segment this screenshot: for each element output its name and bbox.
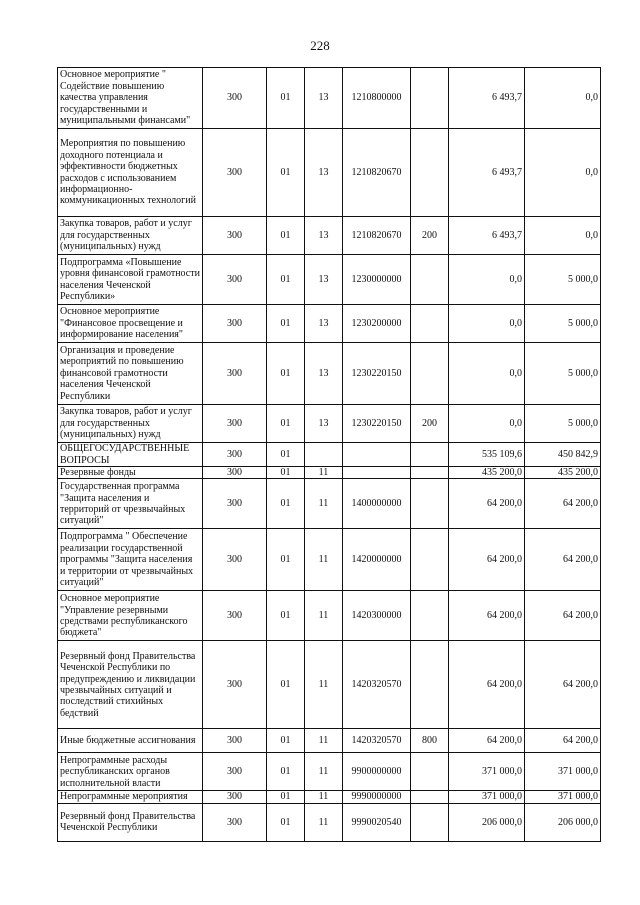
table-row bbox=[58, 443, 601, 467]
row-target-code: 1230220150 bbox=[343, 405, 411, 443]
row-amount-year-2: 0,0 bbox=[525, 68, 601, 129]
row-amount-year-2: 64 200,0 bbox=[525, 641, 601, 729]
row-name: ОБЩЕГОСУДАРСТВЕННЫЕ ВОПРОСЫ bbox=[58, 443, 203, 467]
row-section-code: 01 bbox=[267, 641, 305, 729]
row-section-code: 01 bbox=[267, 129, 305, 217]
row-target-code bbox=[343, 443, 411, 467]
row-amount-year-2: 64 200,0 bbox=[525, 529, 601, 591]
row-expense-kind-code bbox=[411, 255, 449, 305]
row-amount-year-1: 64 200,0 bbox=[449, 641, 525, 729]
row-ministry-code: 300 bbox=[203, 803, 267, 841]
row-amount-year-1: 64 200,0 bbox=[449, 591, 525, 641]
row-section-code: 01 bbox=[267, 305, 305, 343]
row-expense-kind-code bbox=[411, 479, 449, 529]
row-expense-kind-code bbox=[411, 343, 449, 405]
row-expense-kind-code bbox=[411, 305, 449, 343]
row-amount-year-1: 64 200,0 bbox=[449, 529, 525, 591]
row-name: Государственная программа "Защита населения и территорий от чрезвычайных ситуаций" bbox=[58, 479, 203, 529]
row-ministry-code: 300 bbox=[203, 753, 267, 791]
row-target-code: 1210800000 bbox=[343, 68, 411, 129]
row-name: Закупка товаров, работ и услуг для государственных (муниципальных) нужд bbox=[58, 405, 203, 443]
row-ministry-code: 300 bbox=[203, 529, 267, 591]
row-section-code: 01 bbox=[267, 791, 305, 803]
row-section-code: 01 bbox=[267, 255, 305, 305]
table-row bbox=[58, 791, 601, 803]
row-ministry-code: 300 bbox=[203, 479, 267, 529]
row-section-code: 01 bbox=[267, 68, 305, 129]
row-section-code: 01 bbox=[267, 591, 305, 641]
row-amount-year-2: 0,0 bbox=[525, 217, 601, 255]
table-row bbox=[58, 529, 601, 591]
row-amount-year-1: 64 200,0 bbox=[449, 479, 525, 529]
row-name: Подпрограмма " Обеспечение реализации государственной программы "Защита населения и территории от чрезвычайных ситуаций" bbox=[58, 529, 203, 591]
row-amount-year-1: 64 200,0 bbox=[449, 729, 525, 753]
row-amount-year-1: 0,0 bbox=[449, 343, 525, 405]
row-amount-year-1: 0,0 bbox=[449, 255, 525, 305]
row-amount-year-2: 64 200,0 bbox=[525, 479, 601, 529]
row-target-code bbox=[343, 467, 411, 479]
budget-table bbox=[57, 67, 601, 842]
row-target-code: 1210820670 bbox=[343, 217, 411, 255]
row-subsection-code: 11 bbox=[305, 467, 343, 479]
row-amount-year-2: 206 000,0 bbox=[525, 803, 601, 841]
row-section-code: 01 bbox=[267, 443, 305, 467]
row-amount-year-2: 5 000,0 bbox=[525, 405, 601, 443]
table-row bbox=[58, 591, 601, 641]
row-ministry-code: 300 bbox=[203, 68, 267, 129]
row-ministry-code: 300 bbox=[203, 305, 267, 343]
row-name: Резервный фонд Правительства Чеченской Республики по предупреждению и ликвидации чрезвычайных ситуаций и последствий стихийных бедствий bbox=[58, 641, 203, 729]
row-subsection-code: 13 bbox=[305, 217, 343, 255]
row-subsection-code: 11 bbox=[305, 729, 343, 753]
table-row bbox=[58, 729, 601, 753]
row-ministry-code: 300 bbox=[203, 791, 267, 803]
row-amount-year-2: 435 200,0 bbox=[525, 467, 601, 479]
row-subsection-code: 13 bbox=[305, 255, 343, 305]
row-ministry-code: 300 bbox=[203, 443, 267, 467]
row-target-code: 1230200000 bbox=[343, 305, 411, 343]
row-subsection-code: 11 bbox=[305, 529, 343, 591]
row-name: Основное мероприятие "Управление резервными средствами республиканского бюджета" bbox=[58, 591, 203, 641]
row-name: Резервный фонд Правительства Чеченской Республики bbox=[58, 803, 203, 841]
row-target-code: 1420320570 bbox=[343, 641, 411, 729]
row-expense-kind-code bbox=[411, 591, 449, 641]
row-expense-kind-code bbox=[411, 443, 449, 467]
row-target-code: 9990020540 bbox=[343, 803, 411, 841]
table-row bbox=[58, 753, 601, 791]
row-ministry-code: 300 bbox=[203, 405, 267, 443]
table-row bbox=[58, 479, 601, 529]
row-expense-kind-code bbox=[411, 791, 449, 803]
row-subsection-code: 11 bbox=[305, 591, 343, 641]
budget-table-body bbox=[58, 68, 601, 842]
row-amount-year-2: 371 000,0 bbox=[525, 791, 601, 803]
row-subsection-code bbox=[305, 443, 343, 467]
row-name: Основное мероприятие "Финансовое просвещение и информирование населения" bbox=[58, 305, 203, 343]
row-section-code: 01 bbox=[267, 467, 305, 479]
row-subsection-code: 13 bbox=[305, 405, 343, 443]
row-name: Резервные фонды bbox=[58, 467, 203, 479]
row-amount-year-1: 6 493,7 bbox=[449, 68, 525, 129]
row-target-code: 1230000000 bbox=[343, 255, 411, 305]
table-row bbox=[58, 305, 601, 343]
row-amount-year-1: 206 000,0 bbox=[449, 803, 525, 841]
table-row bbox=[58, 641, 601, 729]
row-subsection-code: 13 bbox=[305, 129, 343, 217]
row-subsection-code: 13 bbox=[305, 305, 343, 343]
row-section-code: 01 bbox=[267, 529, 305, 591]
row-section-code: 01 bbox=[267, 803, 305, 841]
row-section-code: 01 bbox=[267, 753, 305, 791]
row-ministry-code: 300 bbox=[203, 129, 267, 217]
row-amount-year-2: 5 000,0 bbox=[525, 305, 601, 343]
page-number: 228 bbox=[310, 38, 330, 53]
table-row bbox=[58, 217, 601, 255]
row-name: Основное мероприятие " Содействие повышению качества управления государственными и муниципальными финансами" bbox=[58, 68, 203, 129]
row-target-code: 9990000000 bbox=[343, 791, 411, 803]
row-subsection-code: 11 bbox=[305, 641, 343, 729]
row-expense-kind-code bbox=[411, 753, 449, 791]
row-expense-kind-code bbox=[411, 129, 449, 217]
row-amount-year-2: 64 200,0 bbox=[525, 591, 601, 641]
row-subsection-code: 11 bbox=[305, 753, 343, 791]
row-name: Организация и проведение мероприятий по повышению финансовой грамотности населения Чеченской Республики bbox=[58, 343, 203, 405]
row-expense-kind-code: 200 bbox=[411, 405, 449, 443]
row-section-code: 01 bbox=[267, 729, 305, 753]
row-amount-year-2: 0,0 bbox=[525, 129, 601, 217]
row-name: Закупка товаров, работ и услуг для государственных (муниципальных) нужд bbox=[58, 217, 203, 255]
table-row bbox=[58, 405, 601, 443]
row-amount-year-1: 535 109,6 bbox=[449, 443, 525, 467]
row-expense-kind-code bbox=[411, 68, 449, 129]
row-amount-year-1: 371 000,0 bbox=[449, 791, 525, 803]
row-target-code: 1210820670 bbox=[343, 129, 411, 217]
row-amount-year-2: 371 000,0 bbox=[525, 753, 601, 791]
row-amount-year-2: 5 000,0 bbox=[525, 255, 601, 305]
row-name: Непрограммные расходы республиканских органов исполнительной власти bbox=[58, 753, 203, 791]
row-ministry-code: 300 bbox=[203, 343, 267, 405]
row-amount-year-2: 5 000,0 bbox=[525, 343, 601, 405]
row-expense-kind-code: 800 bbox=[411, 729, 449, 753]
row-ministry-code: 300 bbox=[203, 641, 267, 729]
row-subsection-code: 11 bbox=[305, 803, 343, 841]
row-expense-kind-code bbox=[411, 467, 449, 479]
row-target-code: 9900000000 bbox=[343, 753, 411, 791]
row-section-code: 01 bbox=[267, 405, 305, 443]
row-name: Иные бюджетные ассигнования bbox=[58, 729, 203, 753]
row-amount-year-1: 6 493,7 bbox=[449, 217, 525, 255]
table-row bbox=[58, 255, 601, 305]
row-name: Подпрограмма «Повышение уровня финансовой грамотности населения Чеченской Республики» bbox=[58, 255, 203, 305]
row-section-code: 01 bbox=[267, 479, 305, 529]
row-amount-year-2: 450 842,9 bbox=[525, 443, 601, 467]
row-ministry-code: 300 bbox=[203, 729, 267, 753]
table-row bbox=[58, 343, 601, 405]
table-row bbox=[58, 803, 601, 841]
row-subsection-code: 13 bbox=[305, 68, 343, 129]
row-amount-year-1: 6 493,7 bbox=[449, 129, 525, 217]
row-section-code: 01 bbox=[267, 217, 305, 255]
row-subsection-code: 11 bbox=[305, 479, 343, 529]
row-name: Непрограммные мероприятия bbox=[58, 791, 203, 803]
row-target-code: 1230220150 bbox=[343, 343, 411, 405]
row-name: Мероприятия по повышению доходного потенциала и эффективности бюджетных расходов с использованием информационно-коммуникационных технологий bbox=[58, 129, 203, 217]
row-expense-kind-code bbox=[411, 803, 449, 841]
row-amount-year-2: 64 200,0 bbox=[525, 729, 601, 753]
row-subsection-code: 11 bbox=[305, 791, 343, 803]
row-amount-year-1: 435 200,0 bbox=[449, 467, 525, 479]
row-ministry-code: 300 bbox=[203, 591, 267, 641]
row-ministry-code: 300 bbox=[203, 217, 267, 255]
row-expense-kind-code: 200 bbox=[411, 217, 449, 255]
row-target-code: 1400000000 bbox=[343, 479, 411, 529]
row-subsection-code: 13 bbox=[305, 343, 343, 405]
table-row bbox=[58, 68, 601, 129]
row-expense-kind-code bbox=[411, 529, 449, 591]
row-expense-kind-code bbox=[411, 641, 449, 729]
table-row bbox=[58, 467, 601, 479]
row-ministry-code: 300 bbox=[203, 255, 267, 305]
row-ministry-code: 300 bbox=[203, 467, 267, 479]
row-section-code: 01 bbox=[267, 343, 305, 405]
row-target-code: 1420300000 bbox=[343, 591, 411, 641]
row-amount-year-1: 371 000,0 bbox=[449, 753, 525, 791]
row-target-code: 1420320570 bbox=[343, 729, 411, 753]
row-amount-year-1: 0,0 bbox=[449, 405, 525, 443]
row-target-code: 1420000000 bbox=[343, 529, 411, 591]
table-row bbox=[58, 129, 601, 217]
row-amount-year-1: 0,0 bbox=[449, 305, 525, 343]
